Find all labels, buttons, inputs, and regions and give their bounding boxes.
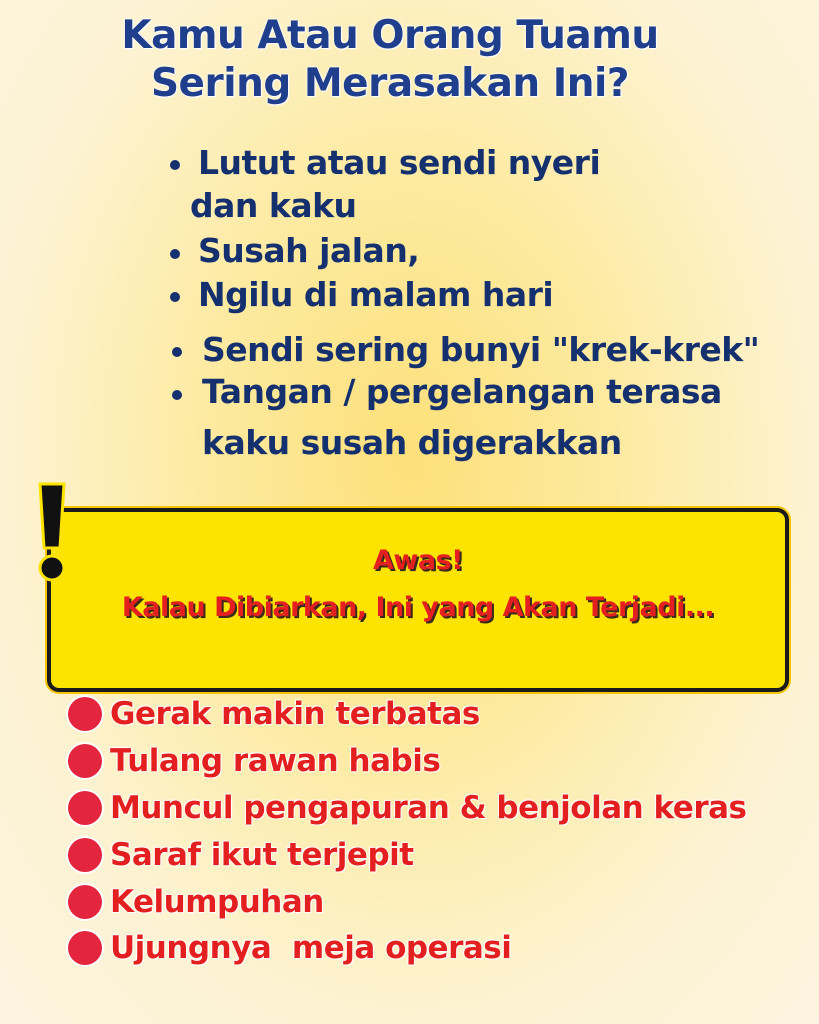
bullet-dot (172, 347, 182, 357)
consequence-4: Saraf ikut terjepit (110, 837, 414, 873)
red-bullet-icon (68, 838, 102, 872)
symptom-5-line-1: Tangan / pergelangan terasa (202, 372, 722, 411)
bullet-dot (170, 249, 180, 259)
symptom-1-line-1: Lutut atau sendi nyeri (198, 143, 601, 182)
bullet-dot (172, 390, 182, 400)
consequence-1: Gerak makin terbatas (110, 696, 480, 732)
red-bullet-icon (68, 931, 102, 965)
title-line-2: Sering Merasakan Ini? (150, 61, 630, 106)
red-bullet-icon (68, 697, 102, 731)
title-line-1: Kamu Atau Orang Tuamu (121, 13, 659, 58)
symptom-3-line-1: Ngilu di malam hari (198, 275, 554, 314)
symptom-1-line-2: dan kaku (190, 186, 357, 225)
consequence-3: Muncul pengapuran & benjolan keras (110, 790, 747, 826)
symptom-4-line-1: Sendi sering bunyi "krek-krek" (202, 330, 760, 369)
red-bullet-icon (68, 744, 102, 778)
consequence-5: Kelumpuhan (110, 884, 324, 920)
warning-title: Awas! (373, 545, 463, 576)
red-bullet-icon (68, 885, 102, 919)
page-title (0, 12, 780, 108)
red-bullet-icon (68, 791, 102, 825)
consequence-6: Ujungnya meja operasi (110, 930, 512, 966)
consequence-2: Tulang rawan habis (110, 743, 441, 779)
warning-subtitle: Kalau Dibiarkan, Ini yang Akan Terjadi... (121, 592, 715, 623)
symptom-2-line-1: Susah jalan, (198, 231, 420, 270)
bullet-dot (170, 292, 180, 302)
bullet-dot (170, 160, 180, 170)
symptom-5-line-2: kaku susah digerakkan (202, 423, 622, 462)
